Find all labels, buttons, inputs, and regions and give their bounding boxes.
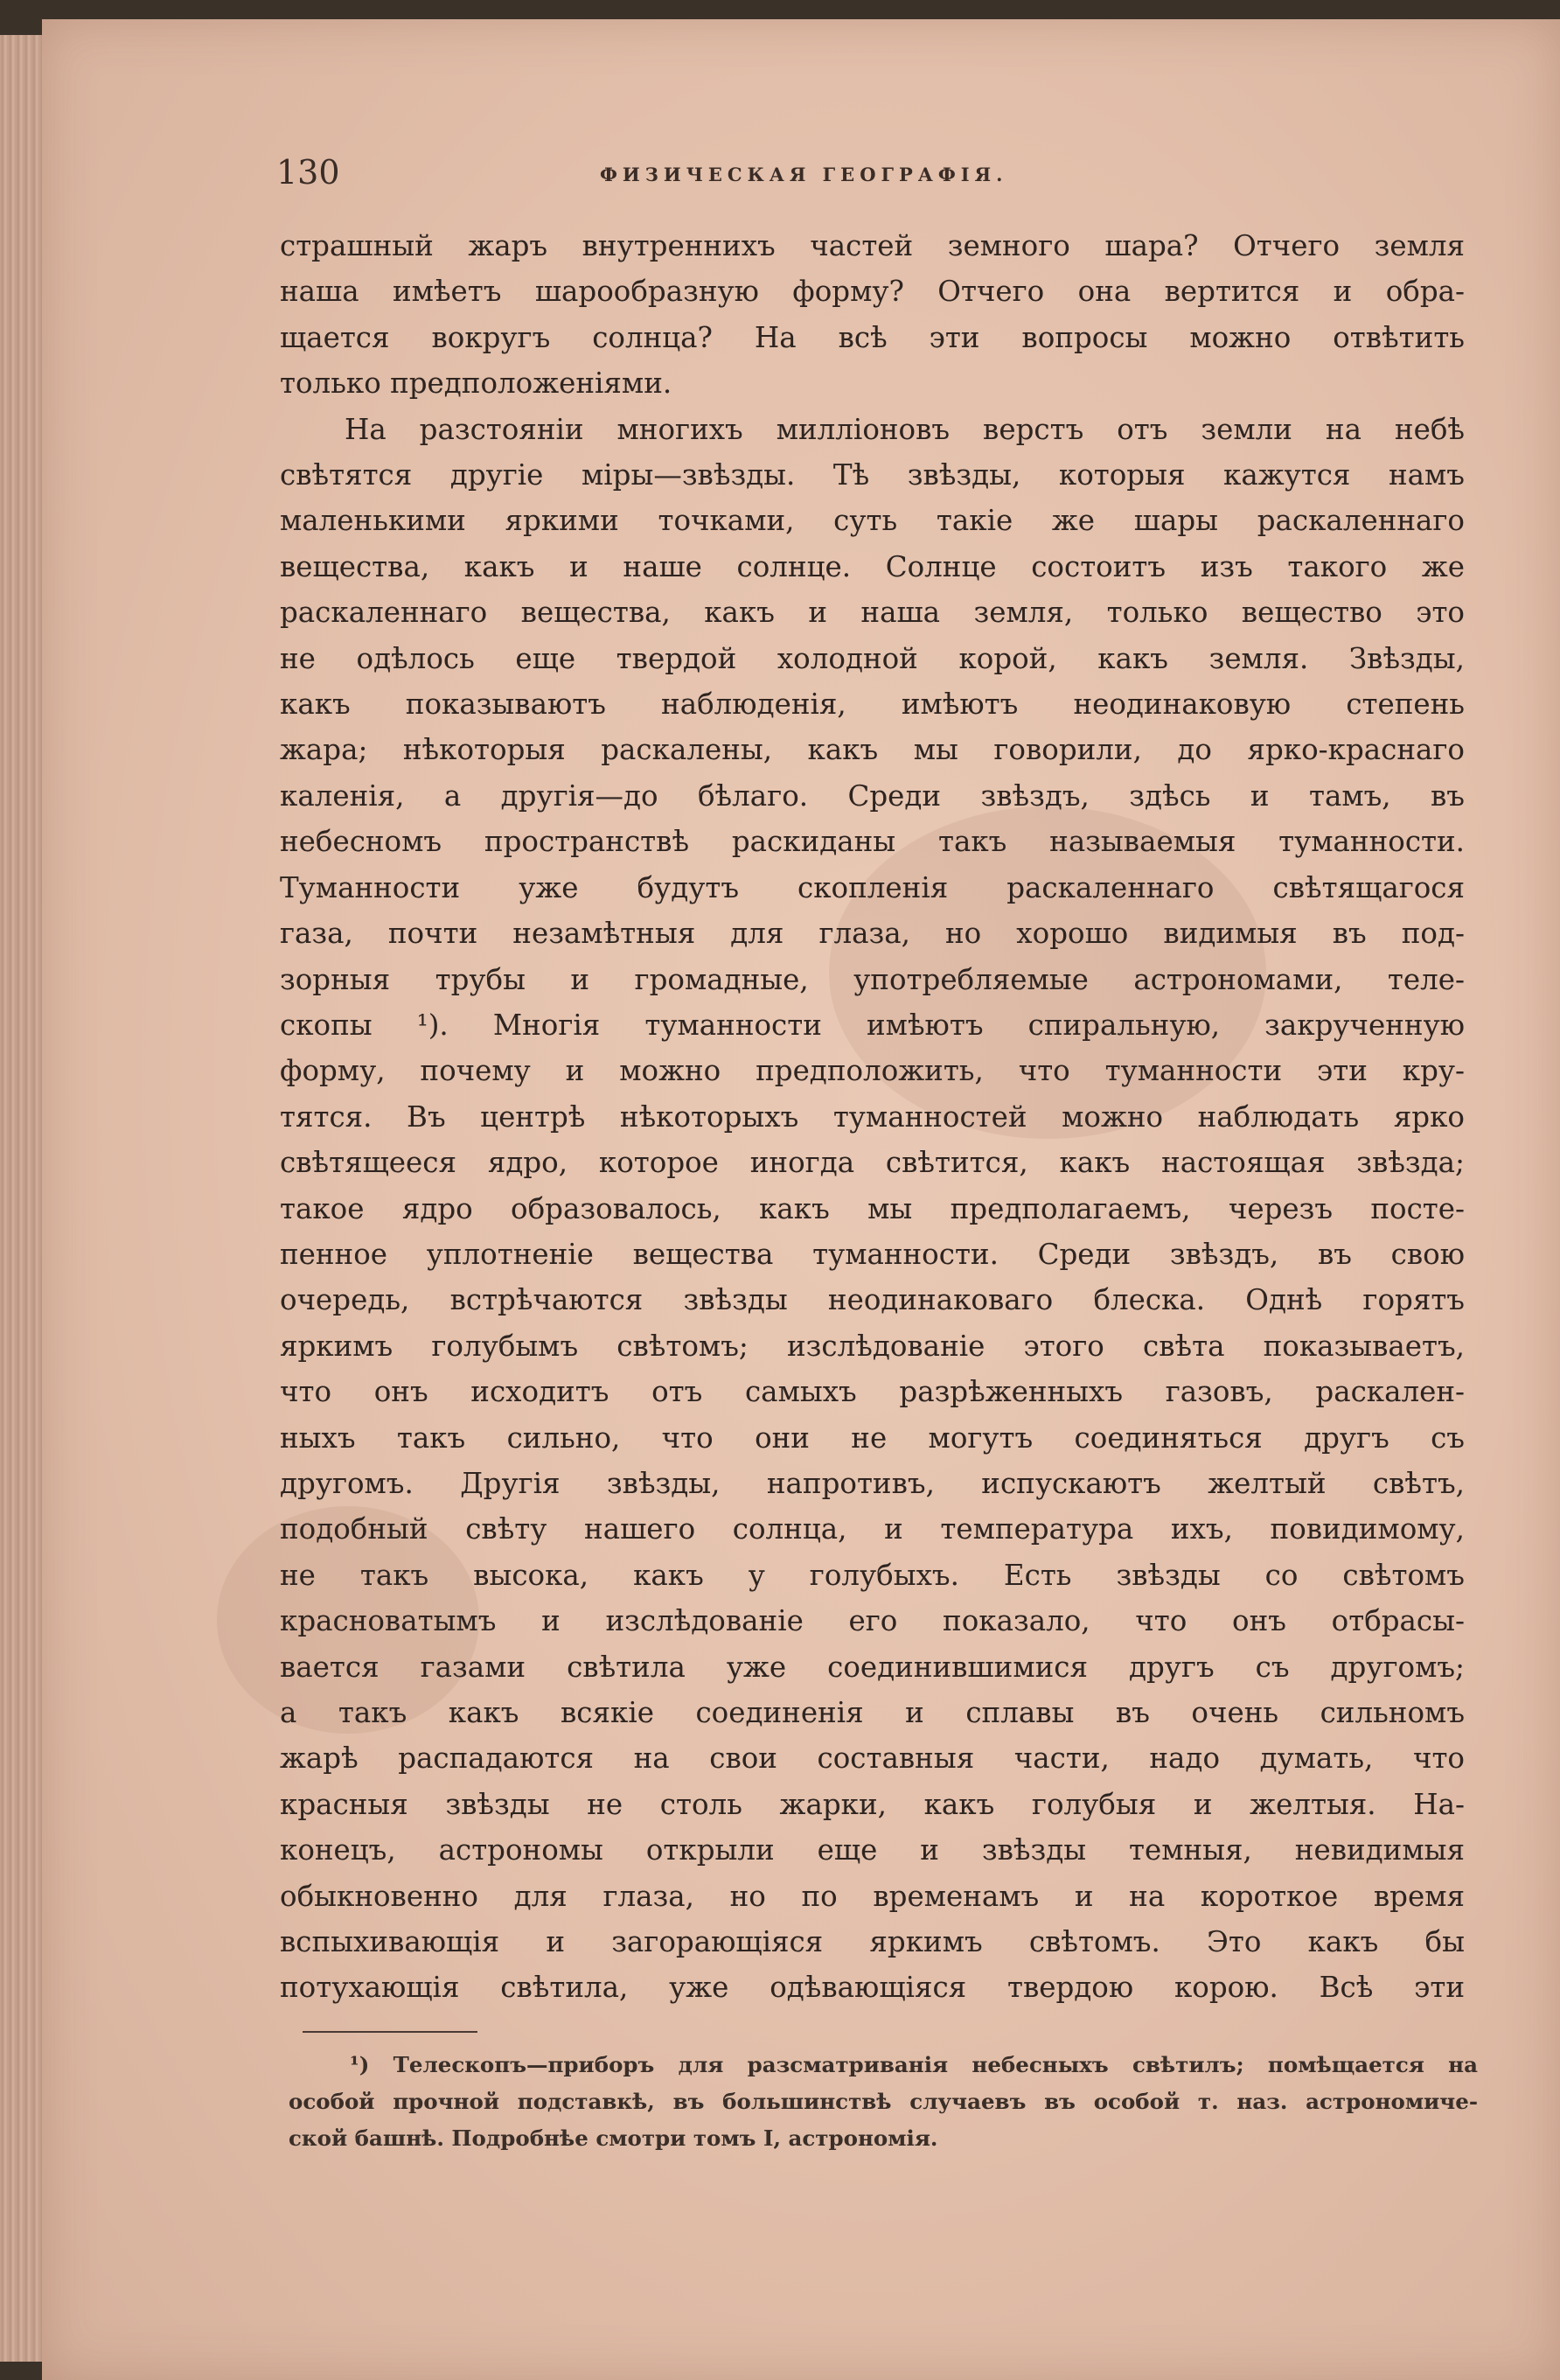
text-line: не такъ высока, какъ у голубыхъ. Есть звѣзды со свѣтомъ <box>280 1558 1465 1592</box>
text-line: маленькими яркими точками, суть такіе же шары раскаленнаго <box>280 504 1465 538</box>
text-line: вещества, какъ и наше солнце. Солнце состоитъ изъ такого же <box>280 549 1465 583</box>
text-line: тятся. Въ центрѣ нѣкоторыхъ туманностей можно наблюдать ярко <box>280 1099 1465 1134</box>
text-line: вается газами свѣтила уже соединившимися другъ съ другомъ; <box>280 1650 1465 1684</box>
text-line: раскаленнаго вещества, какъ и наша земля, только вещество это <box>280 596 1465 630</box>
text-line: вспыхивающія и загорающіяся яркимъ свѣтомъ. Это какъ бы <box>280 1925 1465 1959</box>
text-line: другомъ. Другія звѣзды, напротивъ, испускаютъ желтый свѣтъ, <box>280 1466 1465 1500</box>
text-line: страшный жаръ внутреннихъ частей земного шара? Отчего земля <box>280 229 1465 262</box>
text-line: ныхъ такъ сильно, что они не могутъ соединяться другъ съ <box>280 1420 1465 1455</box>
text-line: На разстояніи многихъ милліоновъ верстъ отъ земли на небѣ <box>345 412 1465 446</box>
footnote-line: особой прочной подставкѣ, въ большинствѣ случаевъ въ особой т. наз. астрономиче- <box>289 2089 1478 2114</box>
text-line: свѣтящееся ядро, которое иногда свѣтится, какъ настоящая звѣзда; <box>280 1146 1465 1180</box>
text-line: наша имѣетъ шарообразную форму? Отчего она вертится и обра- <box>280 275 1465 309</box>
text-line: потухающія свѣтила, уже одѣвающіяся твердою корою. Всѣ эти <box>280 1971 1465 2005</box>
text-line: такое ядро образовалось, какъ мы предполагаемъ, черезъ посте- <box>280 1191 1465 1225</box>
text-line: зорныя трубы и громадные, употребляемые астрономами, теле- <box>280 962 1465 996</box>
text-line: скопы ¹). Многія туманности имѣютъ спиральную, закрученную <box>280 1008 1465 1042</box>
text-line: жара; нѣкоторыя раскалены, какъ мы говорили, до ярко-краснаго <box>280 733 1465 767</box>
text-line: пенное уплотненіе вещества туманности. Среди звѣздъ, въ свою <box>280 1237 1465 1271</box>
footnote-line: ¹) Телескопъ—приборъ для разсматриванія небесныхъ свѣтилъ; помѣщается на <box>350 2052 1478 2077</box>
text-line: конецъ, астрономы открыли еще и звѣзды темныя, невидимыя <box>280 1833 1465 1867</box>
body-text <box>280 223 1465 2011</box>
text-line: обыкновенно для глаза, но по временамъ и на короткое время <box>280 1879 1465 1913</box>
running-head: ФИЗИЧЕСКАЯ ГЕОГРАФІЯ. <box>600 164 1008 185</box>
page-header <box>276 153 1483 197</box>
text-line: очередь, встрѣчаются звѣзды неодинаковаго блеска. Однѣ горятъ <box>280 1283 1465 1317</box>
text-line: свѣтятся другіе міры—звѣзды. Тѣ звѣзды, которыя кажутся намъ <box>280 458 1465 492</box>
text-line: а такъ какъ всякіе соединенія и сплавы въ очень сильномъ <box>280 1696 1465 1729</box>
text-line: красныя звѣзды не столь жарки, какъ голубыя и желтыя. На- <box>280 1787 1465 1821</box>
text-line: яркимъ голубымъ свѣтомъ; изслѣдованіе этого свѣта показываетъ, <box>280 1329 1465 1363</box>
footnote <box>289 2047 1478 2157</box>
text-line: Туманности уже будутъ скопленія раскаленнаго свѣтящагося <box>280 870 1465 904</box>
text-line: газа, почти незамѣтныя для глаза, но хорошо видимыя въ под- <box>280 917 1465 951</box>
footnote-rule <box>303 2031 477 2033</box>
text-line: только предположеніями. <box>280 366 672 401</box>
text-line: жарѣ распадаются на свои составныя части, надо думать, что <box>280 1741 1465 1776</box>
text-line: красноватымъ и изслѣдованіе его показало, что онъ отбрасы- <box>280 1604 1465 1638</box>
page-number: 130 <box>276 153 340 192</box>
text-line: подобный свѣту нашего солнца, и температура ихъ, повидимому, <box>280 1512 1465 1546</box>
text-line: каленія, а другія—до бѣлаго. Среди звѣздъ, здѣсь и тамъ, въ <box>280 778 1465 813</box>
text-line: какъ показываютъ наблюденія, имѣютъ неодинаковую степень <box>280 687 1465 722</box>
text-line: что онъ исходитъ отъ самыхъ разрѣженныхъ газовъ, раскален- <box>280 1375 1465 1409</box>
footnote-line: ской башнѣ. Подробнѣе смотри томъ I, астрономія. <box>289 2125 938 2151</box>
text-line: не одѣлось еще твердой холодной корой, какъ земля. Звѣзды, <box>280 641 1465 675</box>
text-line: щается вокругъ солнца? На всѣ эти вопросы можно отвѣтить <box>280 320 1465 354</box>
text-line: форму, почему и можно предположить, что туманности эти кру- <box>280 1054 1465 1088</box>
text-line: небесномъ пространствѣ раскиданы такъ называемыя туманности. <box>280 825 1465 859</box>
